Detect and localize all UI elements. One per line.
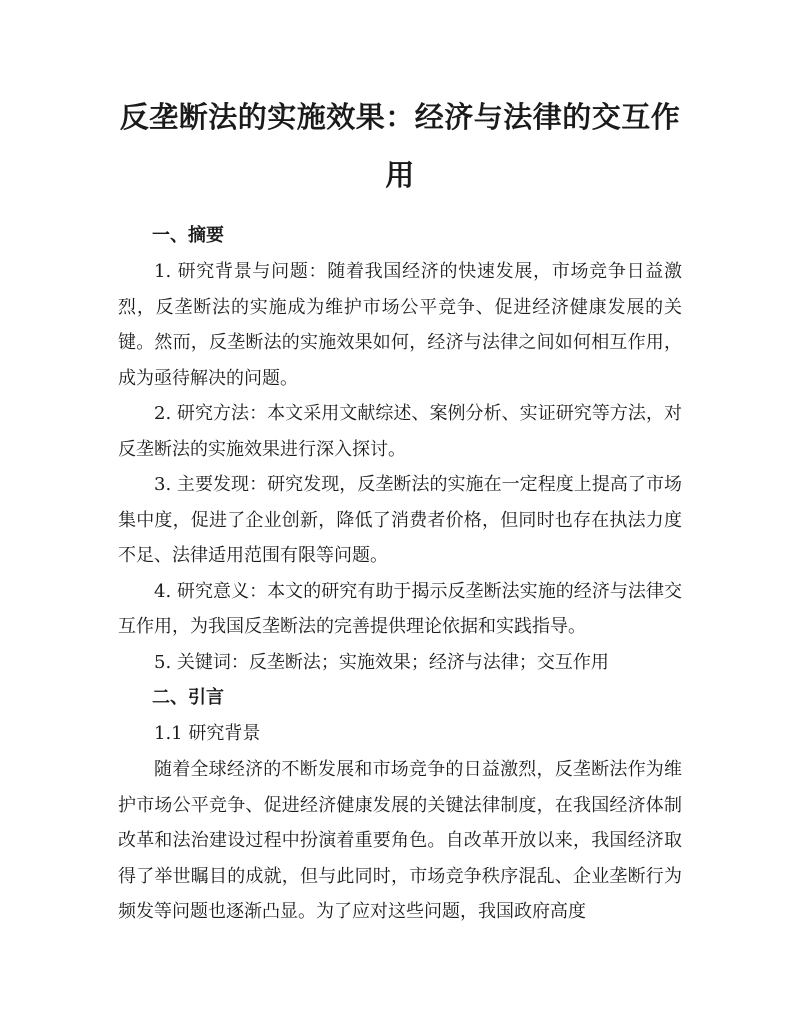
section-heading-abstract: 一、摘要 bbox=[152, 225, 224, 246]
introduction-paragraph: 随着全球经济的不断发展和市场竞争的日益激烈，反垄断法作为维护市场公平竞争、促进经济健康发展的关键法律制度，在我国经济体制改革和法治建设过程中扮演着重要角色。自改革开放以来，我国经济取得了举世瞩目的成就，但与此同时，市场竞争秩序混乱、企业垄断行为频发等问题也逐渐凸显。为了应对这些问题，我国政府高度 bbox=[118, 759, 682, 922]
subsection-heading-background: 1.1 研究背景 bbox=[154, 723, 261, 744]
abstract-paragraph: 2. 研究方法：本文采用文献综述、案例分析、实证研究等方法，对反垄断法的实施效果进行深入探讨。 bbox=[118, 403, 682, 460]
keywords-paragraph: 5. 关键词：反垄断法；实施效果；经济与法律；交互作用 bbox=[154, 651, 609, 673]
section-heading-introduction: 二、引言 bbox=[152, 687, 224, 708]
abstract-paragraph: 1. 研究背景与问题：随着我国经济的快速发展，市场竞争日益激烈，反垄断法的实施成为维护市场公平竞争、促进经济健康发展的关键。然而，反垄断法的实施效果如何，经济与法律之间如何相互作用，成为亟待解决的问题。 bbox=[118, 261, 682, 389]
abstract-paragraph: 3. 主要发现：研究发现，反垄断法的实施在一定程度上提高了市场集中度，促进了企业创新，降低了消费者价格，但同时也存在执法力度不足、法律适用范围有限等问题。 bbox=[118, 474, 682, 566]
abstract-paragraph: 4. 研究意义：本文的研究有助于揭示反垄断法实施的经济与法律交互作用，为我国反垄断法的完善提供理论依据和实践指导。 bbox=[118, 580, 682, 637]
document-title: 反垄断法的实施效果：经济与法律的交互作用 bbox=[119, 100, 681, 192]
